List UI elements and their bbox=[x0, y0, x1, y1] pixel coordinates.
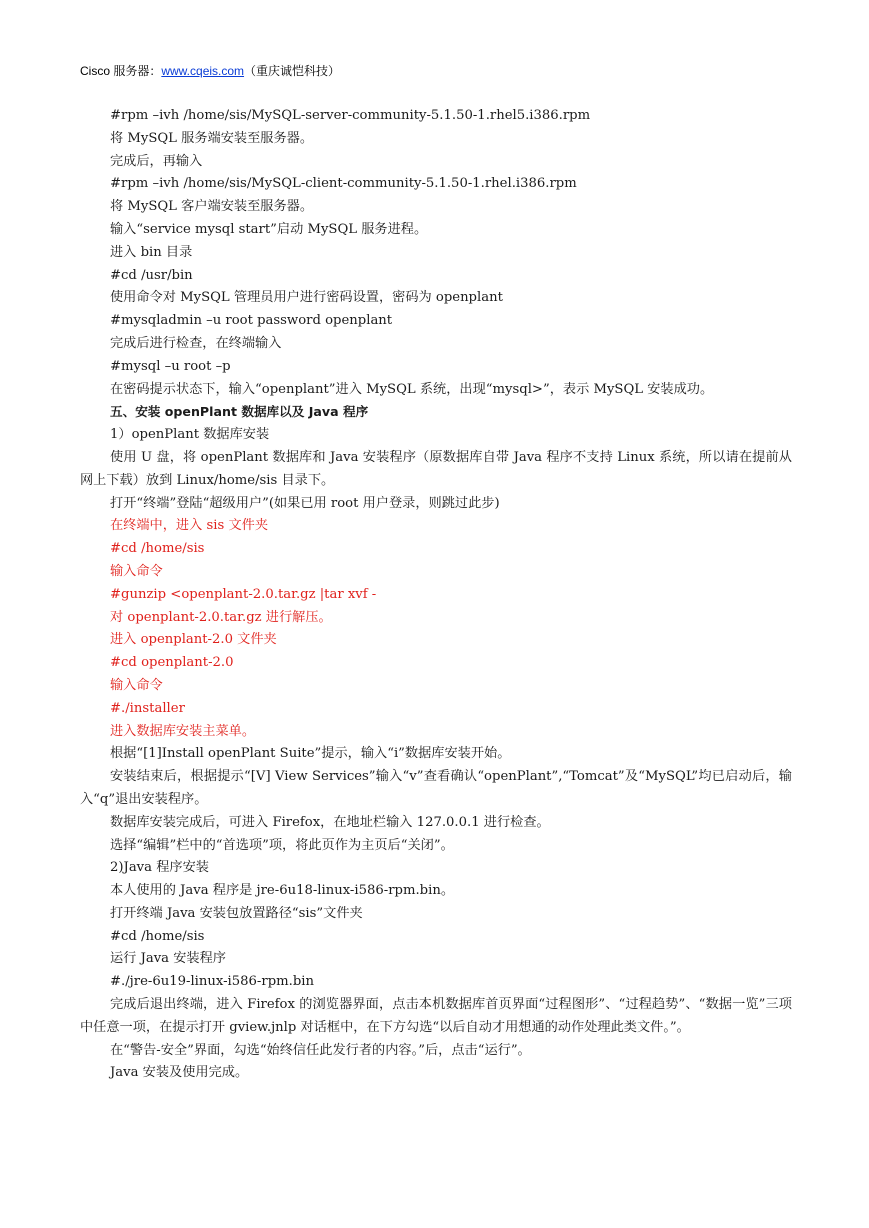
section-heading: 五、安装 openPlant 数据库以及 Java 程序 bbox=[110, 404, 369, 420]
paragraph: #rpm –ivh /home/sis/MySQL-client-community-5.1.50-1.rhel.i386.rpm bbox=[110, 176, 577, 192]
paragraph: 进入 bin 目录 bbox=[110, 244, 193, 260]
paragraph: 将 MySQL 服务端安装至服务器。 bbox=[110, 130, 314, 146]
paragraph: 根据“[1]Install openPlant Suite”提示，输入“i”数据库安装开始。 bbox=[110, 746, 511, 762]
red-paragraph: 输入命令 bbox=[110, 677, 163, 693]
paragraph: 选择“编辑”栏中的“首选项”项，将此页作为主页后“关闭”。 bbox=[110, 837, 454, 853]
red-paragraph: 进入 openplant-2.0 文件夹 bbox=[110, 632, 277, 648]
header-link[interactable]: www.cqeis.com bbox=[161, 64, 245, 78]
paragraph: 安装结束后，根据提示“[V] View Services”输入“v”查看确认“openPlant”,“Tomcat”及“MySQL”均已启动后，输入“q”退出安装程序。 bbox=[80, 769, 792, 807]
red-paragraph: #cd openplant-2.0 bbox=[110, 655, 234, 671]
red-paragraph: 输入命令 bbox=[110, 563, 163, 579]
header-prefix: Cisco 服务器： bbox=[80, 64, 162, 78]
paragraph: Java 安装及使用完成。 bbox=[110, 1065, 249, 1081]
paragraph: #mysqladmin –u root password openplant bbox=[110, 313, 393, 329]
paragraph: 将 MySQL 客户端安装至服务器。 bbox=[110, 199, 314, 215]
paragraph: 完成后退出终端，进入 Firefox 的浏览器界面，点击本机数据库首页界面“过程图形”、“过程趋势”、“数据一览”三项中任意一项，在提示打开 gview.jnlp 对话框中，在下方勾选“以后自动才用想通的动作处理此类文件。”。 bbox=[80, 997, 792, 1035]
paragraph: 在密码提示状态下，输入“openplant”进入 MySQL 系统，出现“mysql>”，表示 MySQL 安装成功。 bbox=[110, 381, 714, 397]
document-body bbox=[80, 105, 792, 1085]
paragraph: #rpm –ivh /home/sis/MySQL-server-community-5.1.50-1.rhel5.i386.rpm bbox=[110, 108, 591, 123]
paragraph: #mysql –u root –p bbox=[110, 358, 231, 374]
red-paragraph: #gunzip <openplant-2.0.tar.gz |tar xvf - bbox=[110, 586, 377, 602]
header-suffix: （重庆诚恺科技） bbox=[244, 64, 341, 78]
red-paragraph: 进入数据库安装主菜单。 bbox=[110, 723, 256, 739]
paragraph: 使用命令对 MySQL 管理员用户进行密码设置，密码为 openplant bbox=[110, 290, 503, 306]
subsection-heading: 1）openPlant 数据库安装 bbox=[110, 427, 270, 443]
paragraph: 输入“service mysql start”启动 MySQL 服务进程。 bbox=[110, 221, 428, 237]
red-paragraph: #./installer bbox=[110, 700, 185, 716]
paragraph: 数据库安装完成后，可进入 Firefox，在地址栏输入 127.0.0.1 进行检查。 bbox=[110, 814, 550, 830]
paragraph: 使用 U 盘，将 openPlant 数据库和 Java 安装程序（原数据库自带 Java 程序不支持 Linux 系统，所以请在提前从网上下载）放到 Linux/home/sis 目录下。 bbox=[80, 449, 792, 488]
paragraph: 打开“终端”登陆“超级用户”(如果已用 root 用户登录，则跳过此步) bbox=[110, 495, 500, 511]
red-paragraph: 对 openplant-2.0.tar.gz 进行解压。 bbox=[110, 609, 332, 625]
red-paragraph: 在终端中，进入 sis 文件夹 bbox=[110, 518, 269, 534]
paragraph: #cd /home/sis bbox=[110, 928, 205, 944]
paragraph: 打开终端 Java 安装包放置路径“sis”文件夹 bbox=[110, 905, 363, 921]
paragraph: 本人使用的 Java 程序是 jre-6u18-linux-i586-rpm.bin。 bbox=[110, 883, 455, 899]
subsection-heading: 2)Java 程序安装 bbox=[110, 860, 209, 876]
red-paragraph: #cd /home/sis bbox=[110, 541, 205, 557]
page-header bbox=[80, 62, 340, 79]
paragraph: 运行 Java 安装程序 bbox=[110, 951, 226, 967]
paragraph: 完成后进行检查，在终端输入 bbox=[110, 335, 282, 351]
paragraph: 完成后，再输入 bbox=[110, 153, 203, 169]
paragraph: #./jre-6u19-linux-i586-rpm.bin bbox=[110, 974, 314, 990]
paragraph: #cd /usr/bin bbox=[110, 267, 193, 283]
paragraph: 在“警告-安全”界面，勾选“始终信任此发行者的内容。”后，点击“运行”。 bbox=[110, 1042, 531, 1058]
